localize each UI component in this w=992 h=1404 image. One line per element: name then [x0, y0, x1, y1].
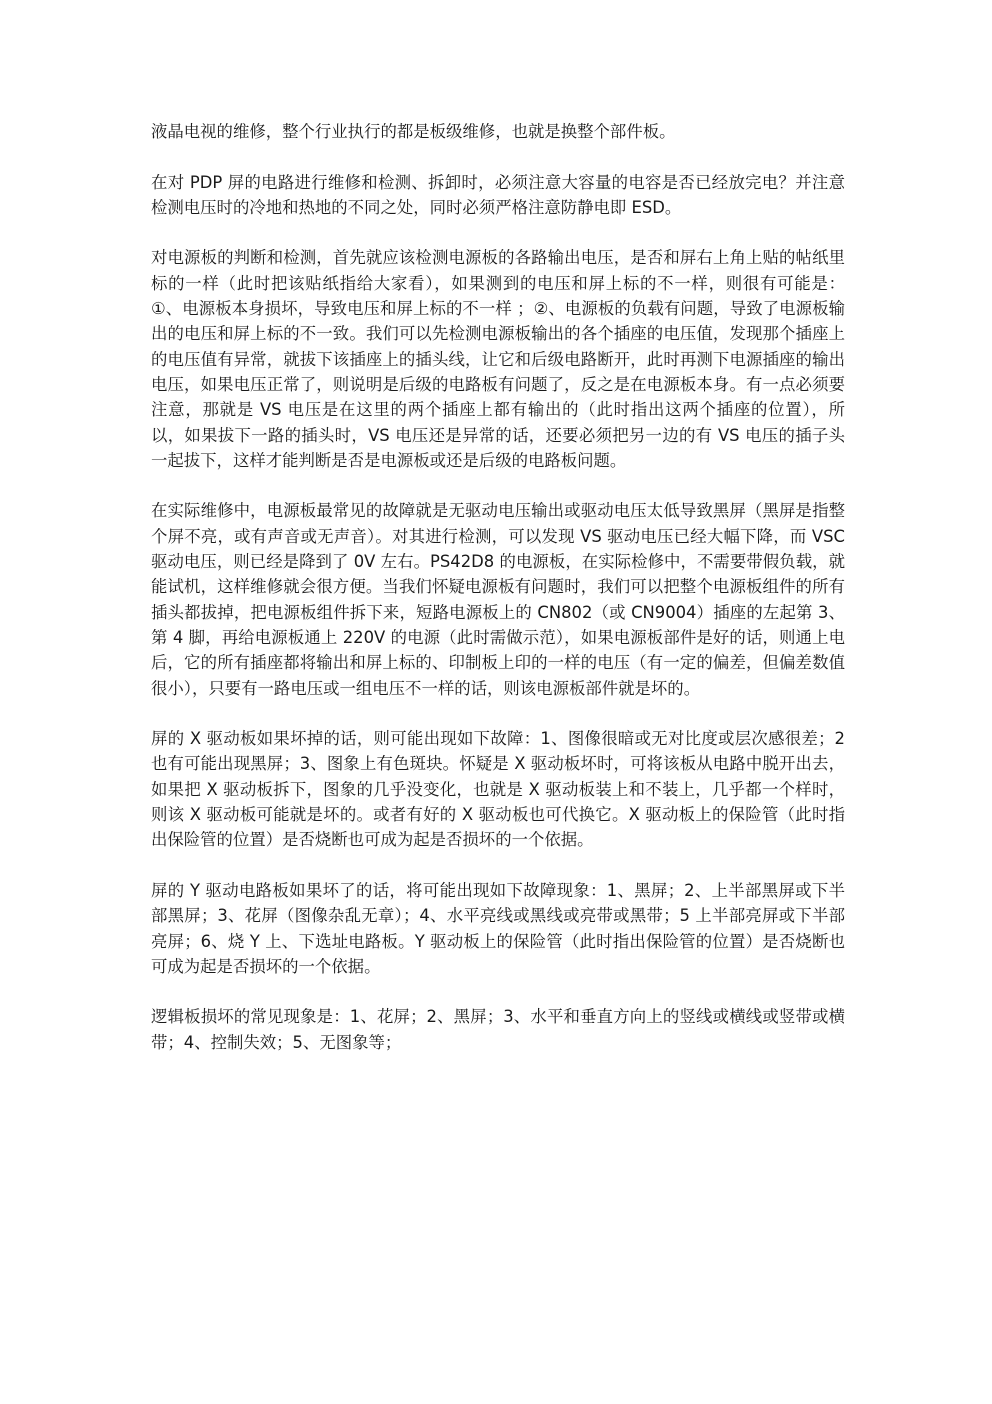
paragraph-power-board-check: 对电源板的判断和检测，首先就应该检测电源板的各路输出电压，是否和屏右上角上贴的帖纸里标的一样（此时把该贴纸指给大家看），如果测到的电压和屏上标的不一样，则很有可能是：①、电源板本身损坏，导致电压和屏上标的不一样 ；②、电源板的负载有问题，导致了电源板输出的电压和屏上标的不一致。我们可以先检测电源板输出的各个插座的电压值，发现那个插座上的电压值有异常，就拔下该插座上的插头线，让它和后级电路断开，此时再测下电源插座的输出电压，如果电压正常了，则说明是后级的电路板有问题了，反之是在电源板本身。有一点必须要注意，那就是 VS 电压是在这里的两个插座上都有输出的（此时指出这两个插座的位置），所以，如果拔下一路的插头时，VS 电压还是异常的话，还要必须把另一边的有 VS 电压的插子头一起拔下，这样才能判断是否是电源板或还是后级的电路板问题。	[151, 248, 845, 470]
paragraph-logic-board: 逻辑板损坏的常见现象是：1、花屏；2、黑屏；3、水平和垂直方向上的竖线或横线或竖带或横带；4、控制失效；5、无图象等；	[151, 1007, 845, 1052]
paragraph-x-drive-board: 屏的 X 驱动板如果坏掉的话，则可能出现如下故障：1、图像很暗或无对比度或层次感很差；2 也有可能出现黑屏；3、图象上有色斑块。怀疑是 X 驱动板坏时，可将该板从电路中脱开出去，如果把 X 驱动板拆下，图象的几乎没变化，也就是 X 驱动板装上和不装上，几乎都一个样时，则该 X 驱动板可能就是坏的。或者有好的 X 驱动板也可代换它。X 驱动板上的保险管（此时指出保险管的位置）是否烧断也可成为起是否损坏的一个依据。	[151, 729, 845, 850]
document-page	[151, 119, 845, 1080]
paragraph-pdp-safety: 在对 PDP 屏的电路进行维修和检测、拆卸时，必须注意大容量的电容是否已经放完电？并注意检测电压时的冷地和热地的不同之处，同时必须严格注意防静电即 ESD。	[151, 172, 845, 217]
paragraph-power-board-faults: 在实际维修中，电源板最常见的故障就是无驱动电压输出或驱动电压太低导致黑屏（黑屏是指整个屏不亮，或有声音或无声音）。对其进行检测，可以发现 VS 驱动电压已经大幅下降，而 VSC 驱动电压，则已经是降到了 0V 左右。PS42D8 的电源板，在实际检修中，不需要带假负载，就能试机，这样维修就会很方便。当我们怀疑电源板有问题时，我们可以把整个电源板组件的所有插头都拔掉，把电源板组件拆下来，短路电源板上的 CN802（或 CN9004）插座的左起第 3、第 4 脚，再给电源板通上 220V 的电源（此时需做示范），如果电源板部件是好的话，则通上电后，它的所有插座都将输出和屏上标的、印制板上印的一样的电压（有一定的偏差，但偏差数值很小），只要有一路电压或一组电压不一样的话，则该电源板部件就是坏的。	[151, 501, 845, 698]
paragraph-lcd-repair-intro: 液晶电视的维修，整个行业执行的都是板级维修，也就是换整个部件板。	[151, 122, 676, 141]
paragraph-y-drive-board: 屏的 Y 驱动电路板如果坏了的话，将可能出现如下故障现象：1、黑屏；2、上半部黑屏或下半部黑屏；3、花屏（图像杂乱无章）；4、水平亮线或黑线或亮带或黑带；5 上半部亮屏或下半部亮屏；6、烧 Y 上、下选址电路板。Y 驱动板上的保险管（此时指出保险管的位置）是否烧断也可成为起是否损坏的一个依据。	[151, 880, 845, 976]
